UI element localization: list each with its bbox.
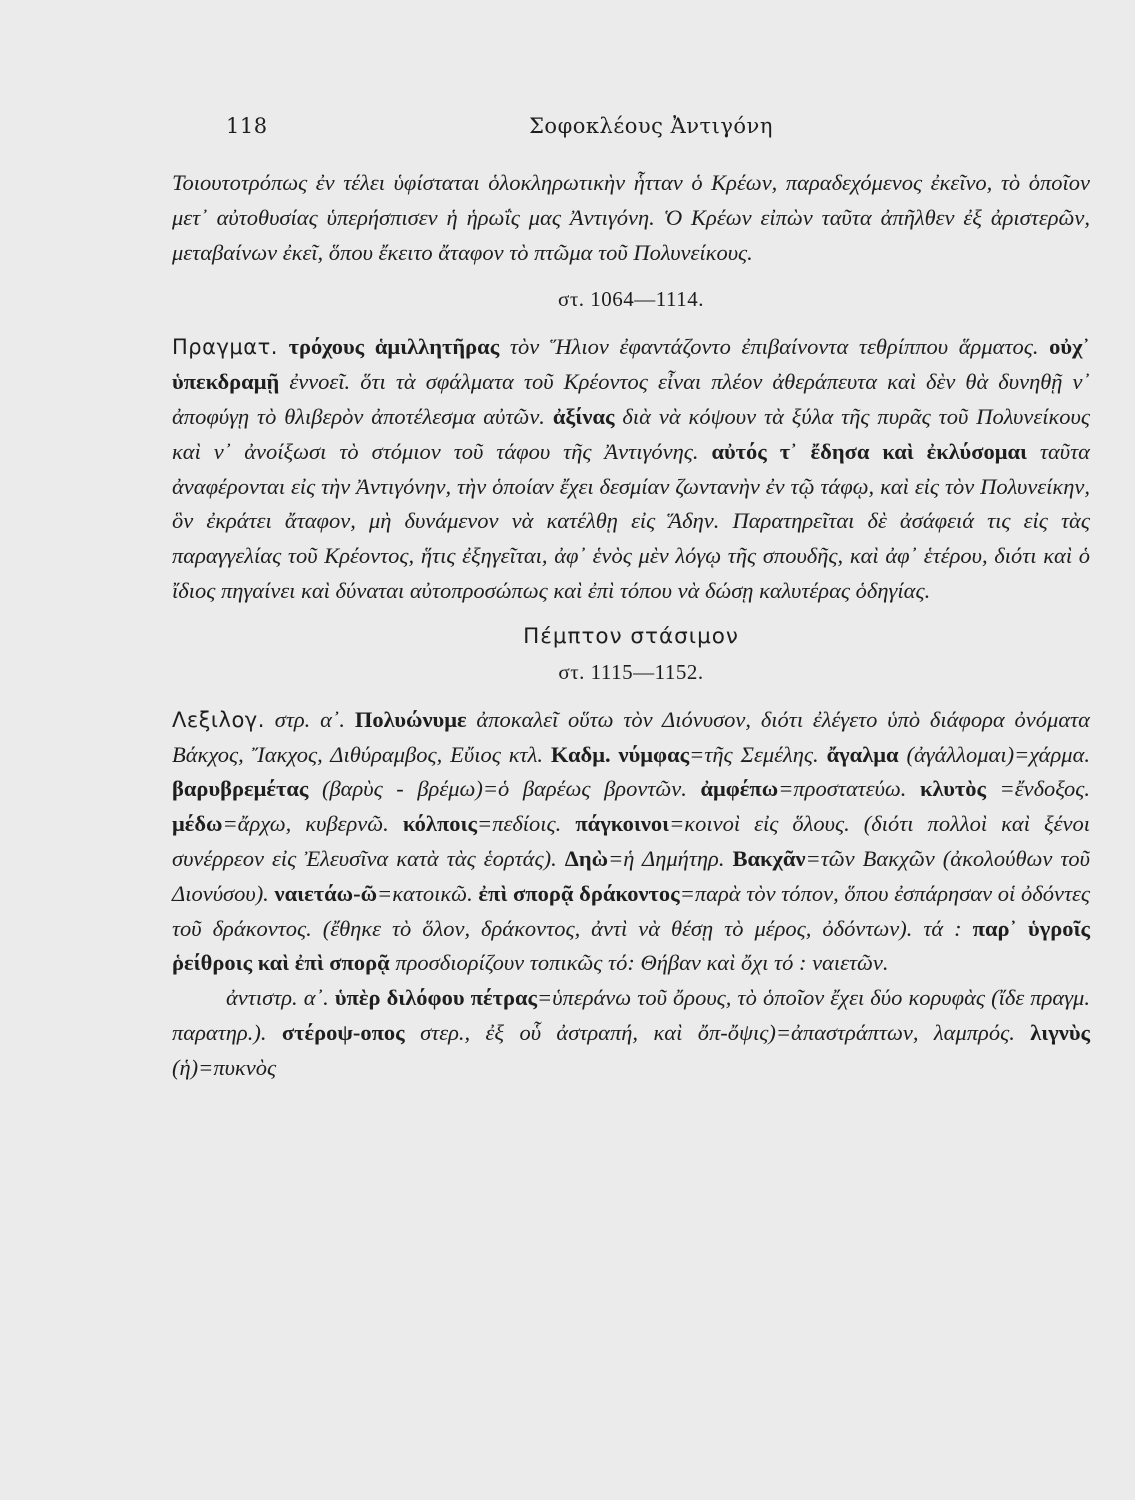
text-segment: =παρὰ τὸν τόπον, ὅπου ἐσπάρησαν οἱ ὀδόντες τοῦ δράκοντος. (ἔθηκε τὸ ὅλον, δράκοντος, ἀντὶ νὰ θέσῃ τὸ μέρος, ὀδόντων). τά : bbox=[172, 880, 1090, 941]
text-segment: =ἄρχω, κυβερνῶ. bbox=[222, 811, 403, 837]
bold-term: οὐχ᾿ ὑπεκδραμῇ bbox=[172, 334, 1090, 395]
text-segment: (ἡ)=πυκνὸς bbox=[172, 1054, 277, 1080]
bold-term: Πολυώνυμε bbox=[354, 706, 467, 732]
text-segment: (βαρὺς - βρέμω)=ὁ βαρέως βροντῶν. bbox=[308, 776, 701, 802]
intro-paragraph: Τοιουτοτρόπως ἐν τέλει ὑφίσταται ὁλοκληρωτικὴν ἧτταν ὁ Κρέων, παραδεχόμενος ἐκεῖνο, τὸ ὁποῖον μετ᾿ αὐτοθυσίας ὑπερήσπισεν ἡ ἡρωΐς μας Ἀντιγόνη. Ὁ Κρέων εἰπὼν ταῦτα ἀπῆλθεν ἐξ ἀριστερῶν, μεταβαίνων ἐκεῖ, ὅπου ἔκειτο ἄταφον τὸ πτῶμα τοῦ Πολυνείκους. bbox=[172, 170, 1090, 265]
bold-term: Βακχᾶν bbox=[732, 845, 806, 871]
text-segment: ἀντιστρ. α᾿. bbox=[226, 985, 335, 1011]
book-page bbox=[172, 112, 1090, 1086]
text-segment: =κατοικῶ. bbox=[377, 880, 479, 906]
bold-term: αὐτός τ᾿ ἔδησα καὶ ἐκλύσομαι bbox=[711, 438, 1027, 464]
text-segment: ἐννοεῖ. ὅτι τὰ σφάλματα τοῦ Κρέοντος εἶναι πλέον ἀθεράπευτα καὶ δὲν θὰ δυνηθῇ ν᾿ ἀποφύγῃ τὸ θλιβερὸν ἀποτέλεσμα αὐτῶν. bbox=[172, 369, 1090, 429]
running-title: Σοφοκλέους Ἀντιγόνη bbox=[529, 114, 773, 138]
text-segment: =ὑπεράνω τοῦ ὄρους, τὸ ὁποῖον ἔχει δύο κορυφὰς (ἴδε πραγμ. παρατηρ.). bbox=[172, 985, 1090, 1045]
bold-term: στέροψ-οπος bbox=[281, 1019, 405, 1045]
page-number: 118 bbox=[226, 114, 268, 138]
text-segment: στερ., ἐξ οὗ ἀστραπή, καὶ ὄπ-ὄψις)=ἀπαστράπτων, λαμπρός. bbox=[404, 1019, 1031, 1045]
bold-term: Δηὼ bbox=[564, 845, 609, 871]
bold-term: πάγκοινοι bbox=[575, 811, 670, 837]
text-segment: =προστατεύω. bbox=[778, 776, 920, 802]
text-segment: ἀποκαλεῖ οὕτω τὸν Διόνυσον, διότι ἐλέγετο ὑπὸ διάφορα ὀνόματα Βάκχος, Ἴακχος, Διθύραμβος, Εὔιος κτλ. bbox=[172, 706, 1090, 767]
bold-term: ἀμφέπω bbox=[700, 776, 779, 802]
verse-reference-1: στ. 1064—1114. bbox=[558, 287, 704, 312]
bold-term: βαρυβρεμέτας bbox=[172, 776, 309, 802]
bold-term: κλυτὸς bbox=[919, 776, 986, 802]
bold-term: ὑπὲρ διλόφου πέτρας bbox=[334, 985, 538, 1011]
bold-term: ναιετάω-ῶ bbox=[274, 880, 378, 906]
pragmat-paragraph bbox=[172, 330, 1090, 608]
text-segment: =τῶν Βακχῶν (ἀκολούθων τοῦ Διονύσου). bbox=[172, 845, 1091, 906]
bold-term: ἀξίνας bbox=[552, 403, 615, 429]
lexilog-label: Λεξιλογ. bbox=[172, 707, 265, 732]
lexilog-paragraph bbox=[172, 703, 1090, 981]
text-segment: τὸν Ἥλιον ἐφαντάζοντο ἐπιβαίνοντα τεθρίππου ἅρματος. bbox=[499, 334, 1050, 360]
pragmat-label: Πραγματ. bbox=[172, 335, 278, 360]
verse-reference-2: στ. 1115—1152. bbox=[558, 659, 704, 684]
antistr-paragraph bbox=[172, 981, 1090, 1085]
text-segment: =πεδίοις. bbox=[477, 811, 576, 837]
text-segment: =τῆς Σεμέλης. bbox=[689, 741, 827, 767]
bold-term: τρόχους ἁμιλλητῆρας bbox=[288, 334, 500, 360]
text-segment: =ἔνδοξος. bbox=[986, 776, 1090, 802]
text-segment: (ἀγάλλομαι)=χάρμα. bbox=[898, 741, 1091, 767]
text-segment: διὰ νὰ κόψουν τὰ ξύλα τῆς πυρᾶς τοῦ Πολυνείκους καὶ ν᾿ ἀνοίξωσι τὸ στόμιον τοῦ τάφου τῆς Ἀντιγόνης. bbox=[172, 403, 1090, 464]
text-segment bbox=[278, 334, 289, 359]
text-segment: =κοινοὶ εἰς ὅλους. (διότι πολλοὶ καὶ ξένοι συνέρρεον εἰς Ἐλευσῖνα κατὰ τὰς ἑορτάς). bbox=[172, 811, 1090, 871]
text-segment: προσδιορίζουν τοπικῶς τό: Θήβαν καὶ ὄχι τό : ναιετῶν. bbox=[389, 950, 889, 976]
section-title: Πέμπτον στάσιμον bbox=[523, 623, 739, 649]
text-segment: ταῦτα ἀναφέρονται εἰς τὴν Ἀντιγόνην, τὴν ὁποίαν ἔχει δεσμίαν ζωντανὴν ἐν τῷ τάφῳ, καὶ εἰς τὸν Πολυνείκην, ὃν ἐκράτει ἄταφον, μὴ δυνάμενον νὰ κατέλθῃ εἰς Ἅδην. Παρατηρεῖται δὲ ἀσάφειά τις εἰς τὰς παραγγελίας τοῦ Κρέοντος, ἥτις ἐξηγεῖται, ἀφ᾿ ἑνὸς μὲν λόγῳ τῆς σπουδῆς, καὶ ἀφ᾿ ἑτέρου, διότι καὶ ὁ ἴδιος πηγαίνει καὶ δύναται αὐτοπροσώπως καὶ ἐπὶ τόπου νὰ δώσῃ καλυτέρας ὁδηγίας. bbox=[172, 438, 1090, 603]
running-header bbox=[172, 112, 1090, 148]
bold-term: κόλποις bbox=[402, 811, 478, 837]
text-segment: =ἡ Δημήτηρ. bbox=[608, 845, 733, 871]
bold-term: Καδμ. νύμφας bbox=[550, 741, 690, 767]
bold-term: παρ᾿ ὑγροῖς ῥείθροις καὶ ἐπὶ σπορᾷ bbox=[172, 915, 1090, 976]
text-segment: στρ. α᾿. bbox=[264, 706, 355, 732]
bold-term: ἐπὶ σπορᾷ δράκοντος bbox=[478, 880, 680, 906]
bold-term: ἄγαλμα bbox=[826, 741, 899, 767]
bold-term: μέδω bbox=[172, 811, 223, 837]
bold-term: λιγνὺς bbox=[1030, 1019, 1091, 1045]
